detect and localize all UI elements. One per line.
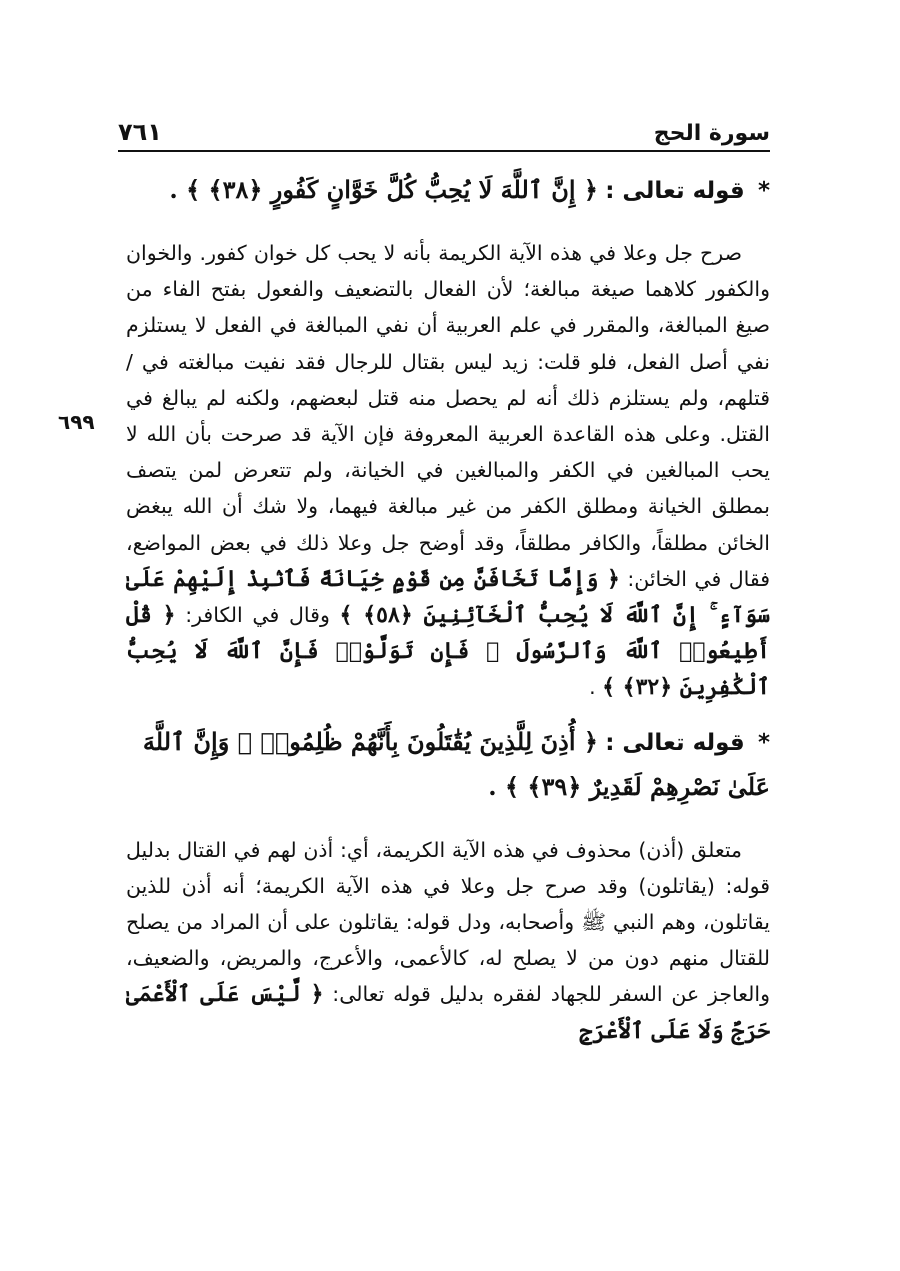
paragraph-text: متعلق (أذن) محذوف في هذه الآية الكريمة، أي: أذن لهم في القتال بدليل قوله: (يقاتلون) وقد صرح جل وعلا في هذه الآية الكريمة؛ أنه أذن للذين يقاتلون، وهم النبي ﷺ وأصحابه، ودل قوله: يقاتلون على أن المراد من يصلح للقتال منهم دون من لا يصلح له، كالأعمى، والأعرج، والمريض، والضعيف، والعاجز عن السفر للجهاد لفقره بدليل قوله تعالى: [126,837,770,1007]
page-number: ٧٦١ [118,118,162,146]
paragraph-text: وقال في الكافر: [175,603,340,628]
page-header [118,112,770,152]
section-label: قوله تعالى : [605,178,745,204]
surah-name: سورة الحج [653,121,770,146]
section-label: قوله تعالى : [605,729,745,756]
margin-page-reference: ٦٩٩ [58,410,95,434]
section-heading [126,168,770,213]
paragraph-text: . [589,675,603,700]
paragraph-text: صرح جل وعلا في هذه الآية الكريمة بأنه لا يحب كل خوان كفور. والخوان والكفور كلاهما صيغة مبالغة؛ لأن الفعال بالتضعيف والفعول بفتح الفاء من صيغ المبالغة، والمقرر في علم العربية أن نفي المبالغة في الفعل لا يستلزم نفي أصل الفعل، فلو قلت: زيد ليس بقتال للرجال فقد نفيت مبالغته في / قتلهم، ولم يستلزم ذلك أنه لم يحصل منه قتل لبعضهم، ولكنه لم يبالغ في القتل. وعلى هذه القاعدة العربية المعروفة فإن الآية قد صرحت بأن الله لا يحب المبالغين في الكفر والمبالغين في الخيانة، ولم تتعرض لمن يتصف بمطلق الخيانة ومطلق الكفر من غير مبالغة فيهما، ولا شك أن الله يبغض الخائن مطلقاً، والكافر مطلقاً، وقد أوضح جل وعلا ذلك في بعض المواضع، فقال في الخائن: [126,241,771,591]
section-heading [126,720,770,810]
quran-verse: ﴿ إِنَّ ٱللَّهَ لَا يُحِبُّ كُلَّ خَوَّانٍ كَفُورٍ ﴿٣٨﴾ ﴾ . [169,175,598,204]
page-body [126,168,770,1049]
commentary-paragraph [126,832,770,1049]
section-star: * [757,178,770,204]
quran-verse-inline: ﴿ قُلْ أَطِيعُوا۟ ٱللَّهَ وَٱلرَّسُولَ ۖ فَإِن تَوَلَّوْا۟ فَإِنَّ ٱللَّهَ لَا يُحِبُّ ٱلْكَٰفِرِينَ ﴿٣٢﴾ ﴾ [126,602,770,701]
quran-verse-inline: ﴿ وَإِمَّا تَخَافَنَّ مِن قَوْمٍ خِيَانَةً فَٱنۢبِذْ إِلَيْهِمْ عَلَىٰ سَوَآءٍ ۚ إِنَّ ٱللَّهَ لَا يُحِبُّ ٱلْخَآئِنِينَ ﴿٥٨﴾ ﴾ [126,565,770,629]
commentary-paragraph [126,235,770,706]
quran-verse-inline: ﴿ لَّيْسَ عَلَى ٱلْأَعْمَىٰ حَرَجٌ وَلَا عَلَى ٱلْأَعْرَجِ [126,981,770,1044]
quran-verse: ﴿ أُذِنَ لِلَّذِينَ يُقَٰتَلُونَ بِأَنَّهُمْ ظُلِمُوا۟ ۚ وَإِنَّ ٱللَّهَ عَلَىٰ نَصْرِهِمْ لَقَدِيرٌ ﴿٣٩﴾ ﴾ . [142,726,770,801]
section-star: * [757,729,770,756]
